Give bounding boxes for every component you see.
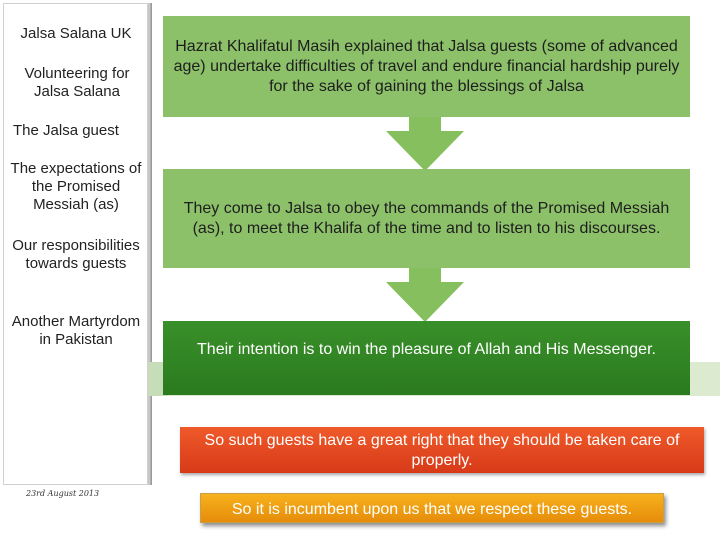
sidebar-item-martyrdom[interactable]: Another Martyrdom in Pakistan — [11, 313, 141, 348]
date-label: 23rd August 2013 — [26, 489, 100, 498]
callout-great-right — [180, 427, 704, 473]
flow-step-1 — [163, 16, 690, 117]
down-arrow-icon — [386, 117, 464, 171]
callout-respect-guests-text: So it is incumbent upon us that we respect these guests. — [231, 501, 633, 518]
sidebar-nav — [3, 3, 148, 485]
sidebar-item-volunteering[interactable]: Volunteering for Jalsa Salana — [24, 65, 130, 100]
flow-step-1-text: Hazrat Khalifatul Masih explained that Jalsa guests (some of advanced age) undertake difficulties of travel and endure financial hardship purely for the sake of gaining the blessings of Jalsa — [173, 37, 680, 95]
sidebar-item-jalsa-guest[interactable]: The Jalsa guest — [13, 122, 119, 139]
flow-step-2-text: They come to Jalsa to obey the commands of the Promised Messiah (as), to meet the Khalifa of the time and to listen to his discourses. — [183, 199, 670, 237]
down-arrow-icon — [386, 268, 464, 322]
sidebar-item-expectations[interactable]: The expectations of the Promised Messiah (as) — [10, 160, 142, 213]
sidebar-item-responsibilities[interactable]: Our responsibilities towards guests — [12, 237, 140, 272]
callout-respect-guests — [200, 493, 664, 523]
callout-great-right-text: So such guests have a great right that they should be taken care of properly. — [204, 432, 680, 469]
flow-step-2 — [163, 169, 690, 268]
flow-step-3 — [163, 321, 690, 395]
flow-step-3-text: Their intention is to win the pleasure of Allah and His Messenger. — [197, 341, 656, 358]
sidebar-item-jalsa-salana-uk[interactable]: Jalsa Salana UK — [20, 25, 132, 42]
